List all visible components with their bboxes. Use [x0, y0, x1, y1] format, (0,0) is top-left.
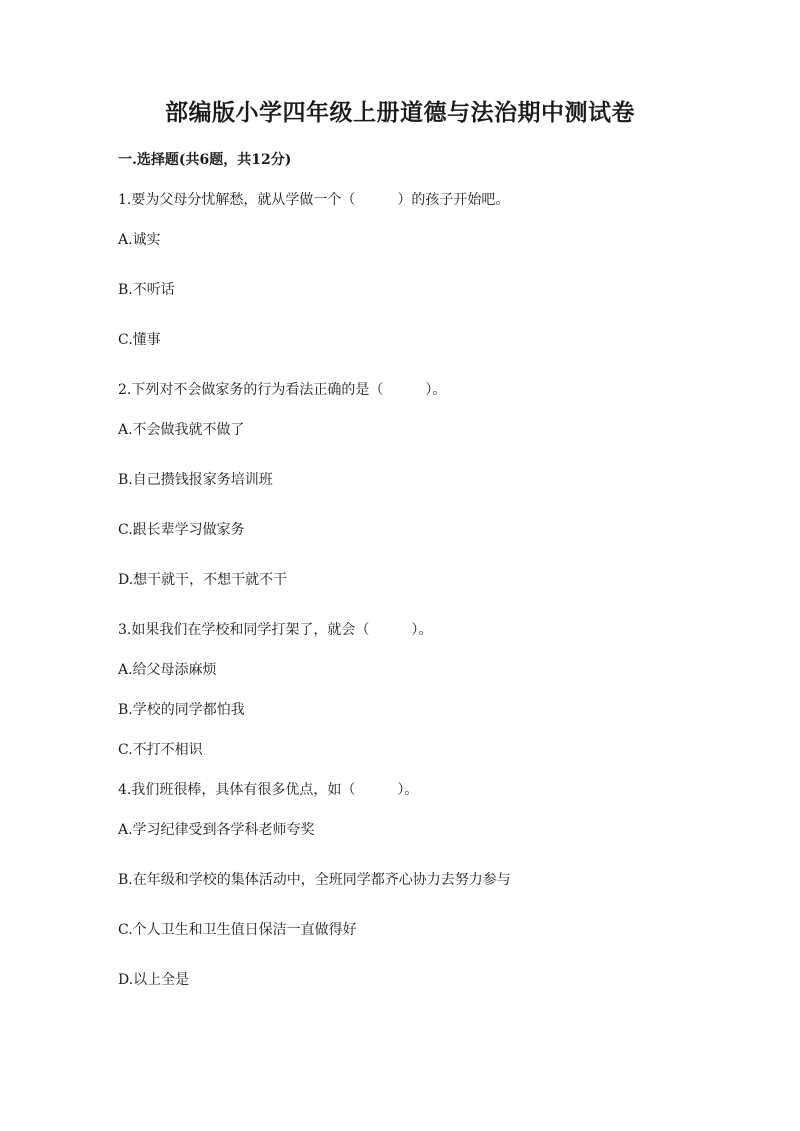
question-3-option-c: C.不打不相识 [118, 742, 203, 758]
question-3-option-a: A.给父母添麻烦 [118, 662, 217, 678]
question-3-option-b: B.学校的同学都怕我 [118, 702, 245, 718]
section-heading: 一.选择题(共6题，共12分) [118, 152, 292, 168]
question-1-option-a: A.诚实 [118, 232, 161, 248]
question-2-option-c: C.跟长辈学习做家务 [118, 522, 245, 538]
question-2-option-b: B.自己攒钱报家务培训班 [118, 472, 273, 488]
question-3-stem: 3.如果我们在学校和同学打架了，就会（ ）。 [118, 622, 433, 638]
question-1-option-c: C.懂事 [118, 332, 161, 348]
question-1-stem: 1.要为父母分忧解愁，就从学做一个（ ）的孩子开始吧。 [118, 192, 510, 208]
question-4-option-d: D.以上全是 [118, 972, 190, 988]
question-2-option-d: D.想干就干，不想干就不干 [118, 572, 288, 588]
question-4-option-b: B.在年级和学校的集体活动中，全班同学都齐心协力去努力参与 [118, 872, 511, 888]
document-title: 部编版小学四年级上册道德与法治期中测试卷 [165, 99, 635, 126]
question-4-option-a: A.学习纪律受到各学科老师夸奖 [118, 822, 315, 838]
question-4-stem: 4.我们班很棒，具体有很多优点，如（ ）。 [118, 782, 419, 798]
question-2-stem: 2.下列对不会做家务的行为看法正确的是（ ）。 [118, 382, 447, 398]
question-1-option-b: B.不听话 [118, 282, 175, 298]
question-4-option-c: C.个人卫生和卫生值日保洁一直做得好 [118, 922, 357, 938]
question-2-option-a: A.不会做我就不做了 [118, 422, 245, 438]
